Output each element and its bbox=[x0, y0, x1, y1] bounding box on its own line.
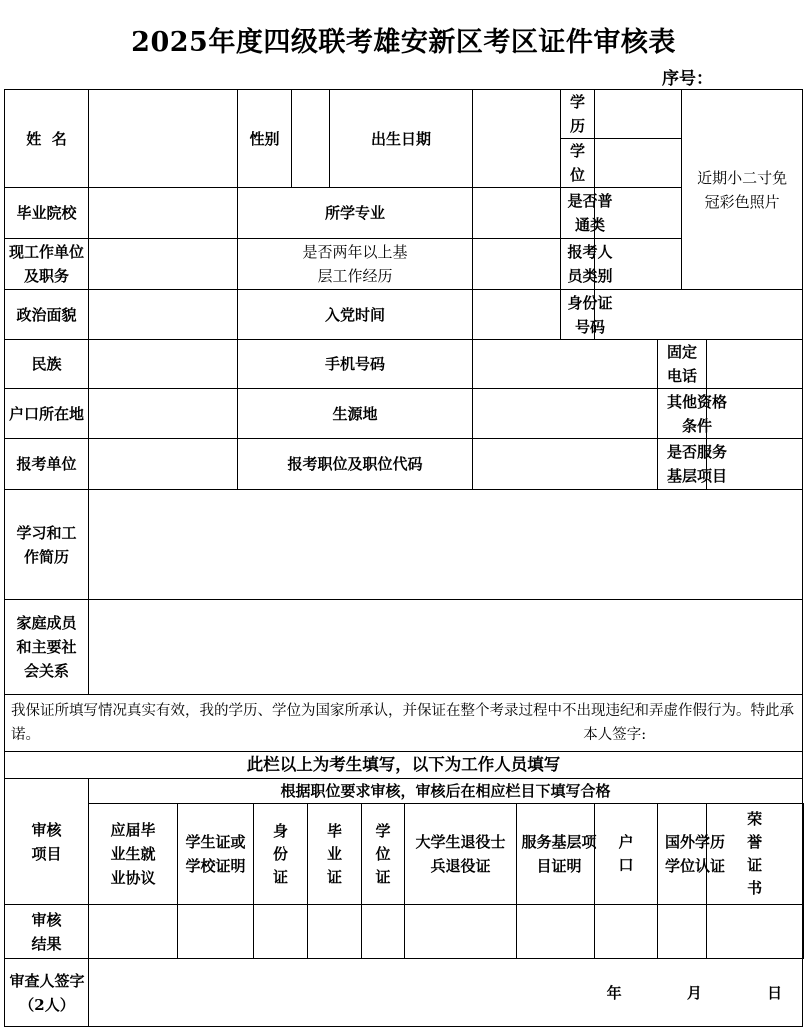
party-date-label: 入党时间 bbox=[238, 290, 473, 340]
staff-divider: 此栏以上为考生填写，以下为工作人员填写 bbox=[5, 752, 803, 779]
year-label: 年 bbox=[606, 983, 622, 1002]
two-years-label: 是否两年以上基层工作经历 bbox=[238, 239, 473, 290]
month-label: 月 bbox=[686, 983, 702, 1002]
result-service[interactable] bbox=[517, 905, 595, 959]
graduate-school-label: 毕业院校 bbox=[5, 188, 89, 239]
review-items-label: 审核项目 bbox=[5, 779, 89, 905]
review-item-student-card: 学生证或学校证明 bbox=[178, 804, 254, 905]
pledge-text: 我保证所填写情况真实有效，我的学历、学位为国家所承认，并保证在整个考录过程中不出现违纪和弄虚作假行为。特此承诺。 bbox=[11, 703, 794, 743]
birth-date-field[interactable] bbox=[473, 90, 561, 188]
party-date-field[interactable] bbox=[473, 290, 561, 340]
degree-label: 学位 bbox=[561, 139, 595, 188]
audit-form-table bbox=[4, 89, 804, 1027]
position-label: 报考职位及职位代码 bbox=[238, 439, 473, 490]
resume-label: 学习和工作简历 bbox=[5, 490, 89, 600]
birth-date-label: 出生日期 bbox=[330, 90, 473, 188]
graduate-school-field[interactable] bbox=[89, 188, 238, 239]
result-other[interactable] bbox=[803, 905, 804, 959]
reviewer-label: 审查人签字（2人） bbox=[5, 959, 89, 1027]
applicant-type-label: 报考人员类别 bbox=[561, 239, 595, 290]
result-diploma[interactable] bbox=[308, 905, 362, 959]
pledge-cell bbox=[5, 695, 803, 752]
major-field[interactable] bbox=[473, 188, 561, 239]
service-project-label: 是否服务基层项目 bbox=[658, 439, 707, 490]
two-years-field[interactable] bbox=[473, 239, 561, 290]
mobile-field[interactable] bbox=[473, 340, 658, 389]
family-field[interactable] bbox=[89, 600, 803, 695]
is-general-label: 是否普通类 bbox=[561, 188, 595, 239]
id-number-field[interactable] bbox=[595, 290, 803, 340]
photo-label: 近期小二寸免冠彩色照片 bbox=[697, 168, 788, 211]
result-id-card[interactable] bbox=[254, 905, 308, 959]
current-work-label: 现工作单位及职务 bbox=[5, 239, 89, 290]
current-work-field[interactable] bbox=[89, 239, 238, 290]
household-field[interactable] bbox=[89, 389, 238, 439]
gender-field[interactable] bbox=[292, 90, 330, 188]
review-item-veteran: 大学生退役士兵退役证 bbox=[405, 804, 517, 905]
name-label: 姓 名 bbox=[5, 90, 89, 188]
ethnicity-field[interactable] bbox=[89, 340, 238, 389]
pledge-signature[interactable]: 本人签字: bbox=[583, 727, 647, 743]
review-item-grad-agreement: 应届毕业生就业协议 bbox=[89, 804, 178, 905]
form-title: 2025年度四级联考雄安新区考区证件审核表 bbox=[131, 27, 676, 58]
landline-field[interactable] bbox=[707, 340, 803, 389]
review-item-degree: 学位证 bbox=[362, 804, 405, 905]
unit-field[interactable] bbox=[89, 439, 238, 490]
education-label: 学历 bbox=[561, 90, 595, 139]
political-status-label: 政治面貌 bbox=[5, 290, 89, 340]
education-field[interactable] bbox=[595, 90, 682, 139]
origin-label: 生源地 bbox=[238, 389, 473, 439]
ethnicity-label: 民族 bbox=[5, 340, 89, 389]
id-number-label: 身份证号码 bbox=[561, 290, 595, 340]
position-field[interactable] bbox=[473, 439, 658, 490]
review-item-service: 服务基层项目证明 bbox=[517, 804, 595, 905]
review-note: 根据职位要求审核，审核后在相应栏目下填写合格 bbox=[89, 779, 803, 804]
serial-number-label: 序号： bbox=[662, 69, 713, 89]
reviewer-date[interactable] bbox=[89, 959, 803, 1027]
review-item-foreign-degree: 国外学历学位认证 bbox=[658, 804, 707, 905]
major-label: 所学专业 bbox=[238, 188, 473, 239]
other-qual-label: 其他资格条件 bbox=[658, 389, 707, 439]
review-item-diploma: 毕业证 bbox=[308, 804, 362, 905]
degree-field[interactable] bbox=[595, 139, 682, 188]
result-veteran[interactable] bbox=[405, 905, 517, 959]
review-item-hukou: 户口 bbox=[595, 804, 658, 905]
unit-label: 报考单位 bbox=[5, 439, 89, 490]
household-label: 户口所在地 bbox=[5, 389, 89, 439]
result-student-card[interactable] bbox=[178, 905, 254, 959]
resume-field[interactable] bbox=[89, 490, 803, 600]
landline-label: 固定电话 bbox=[658, 340, 707, 389]
review-item-honor: 荣誉证书 bbox=[707, 804, 803, 905]
result-hukou[interactable] bbox=[595, 905, 658, 959]
gender-label: 性别 bbox=[238, 90, 292, 188]
family-label: 家庭成员和主要社会关系 bbox=[5, 600, 89, 695]
political-status-field[interactable] bbox=[89, 290, 238, 340]
result-degree[interactable] bbox=[362, 905, 405, 959]
photo-box[interactable] bbox=[682, 90, 803, 290]
review-result-label: 审核结果 bbox=[5, 905, 89, 959]
result-honor[interactable] bbox=[707, 905, 803, 959]
day-label: 日 bbox=[767, 983, 783, 1002]
review-item-other bbox=[803, 804, 804, 905]
mobile-label: 手机号码 bbox=[238, 340, 473, 389]
result-grad-agreement[interactable] bbox=[89, 905, 178, 959]
result-foreign-degree[interactable] bbox=[658, 905, 707, 959]
name-field[interactable] bbox=[89, 90, 238, 188]
review-item-id-card: 身份证 bbox=[254, 804, 308, 905]
origin-field[interactable] bbox=[473, 389, 658, 439]
